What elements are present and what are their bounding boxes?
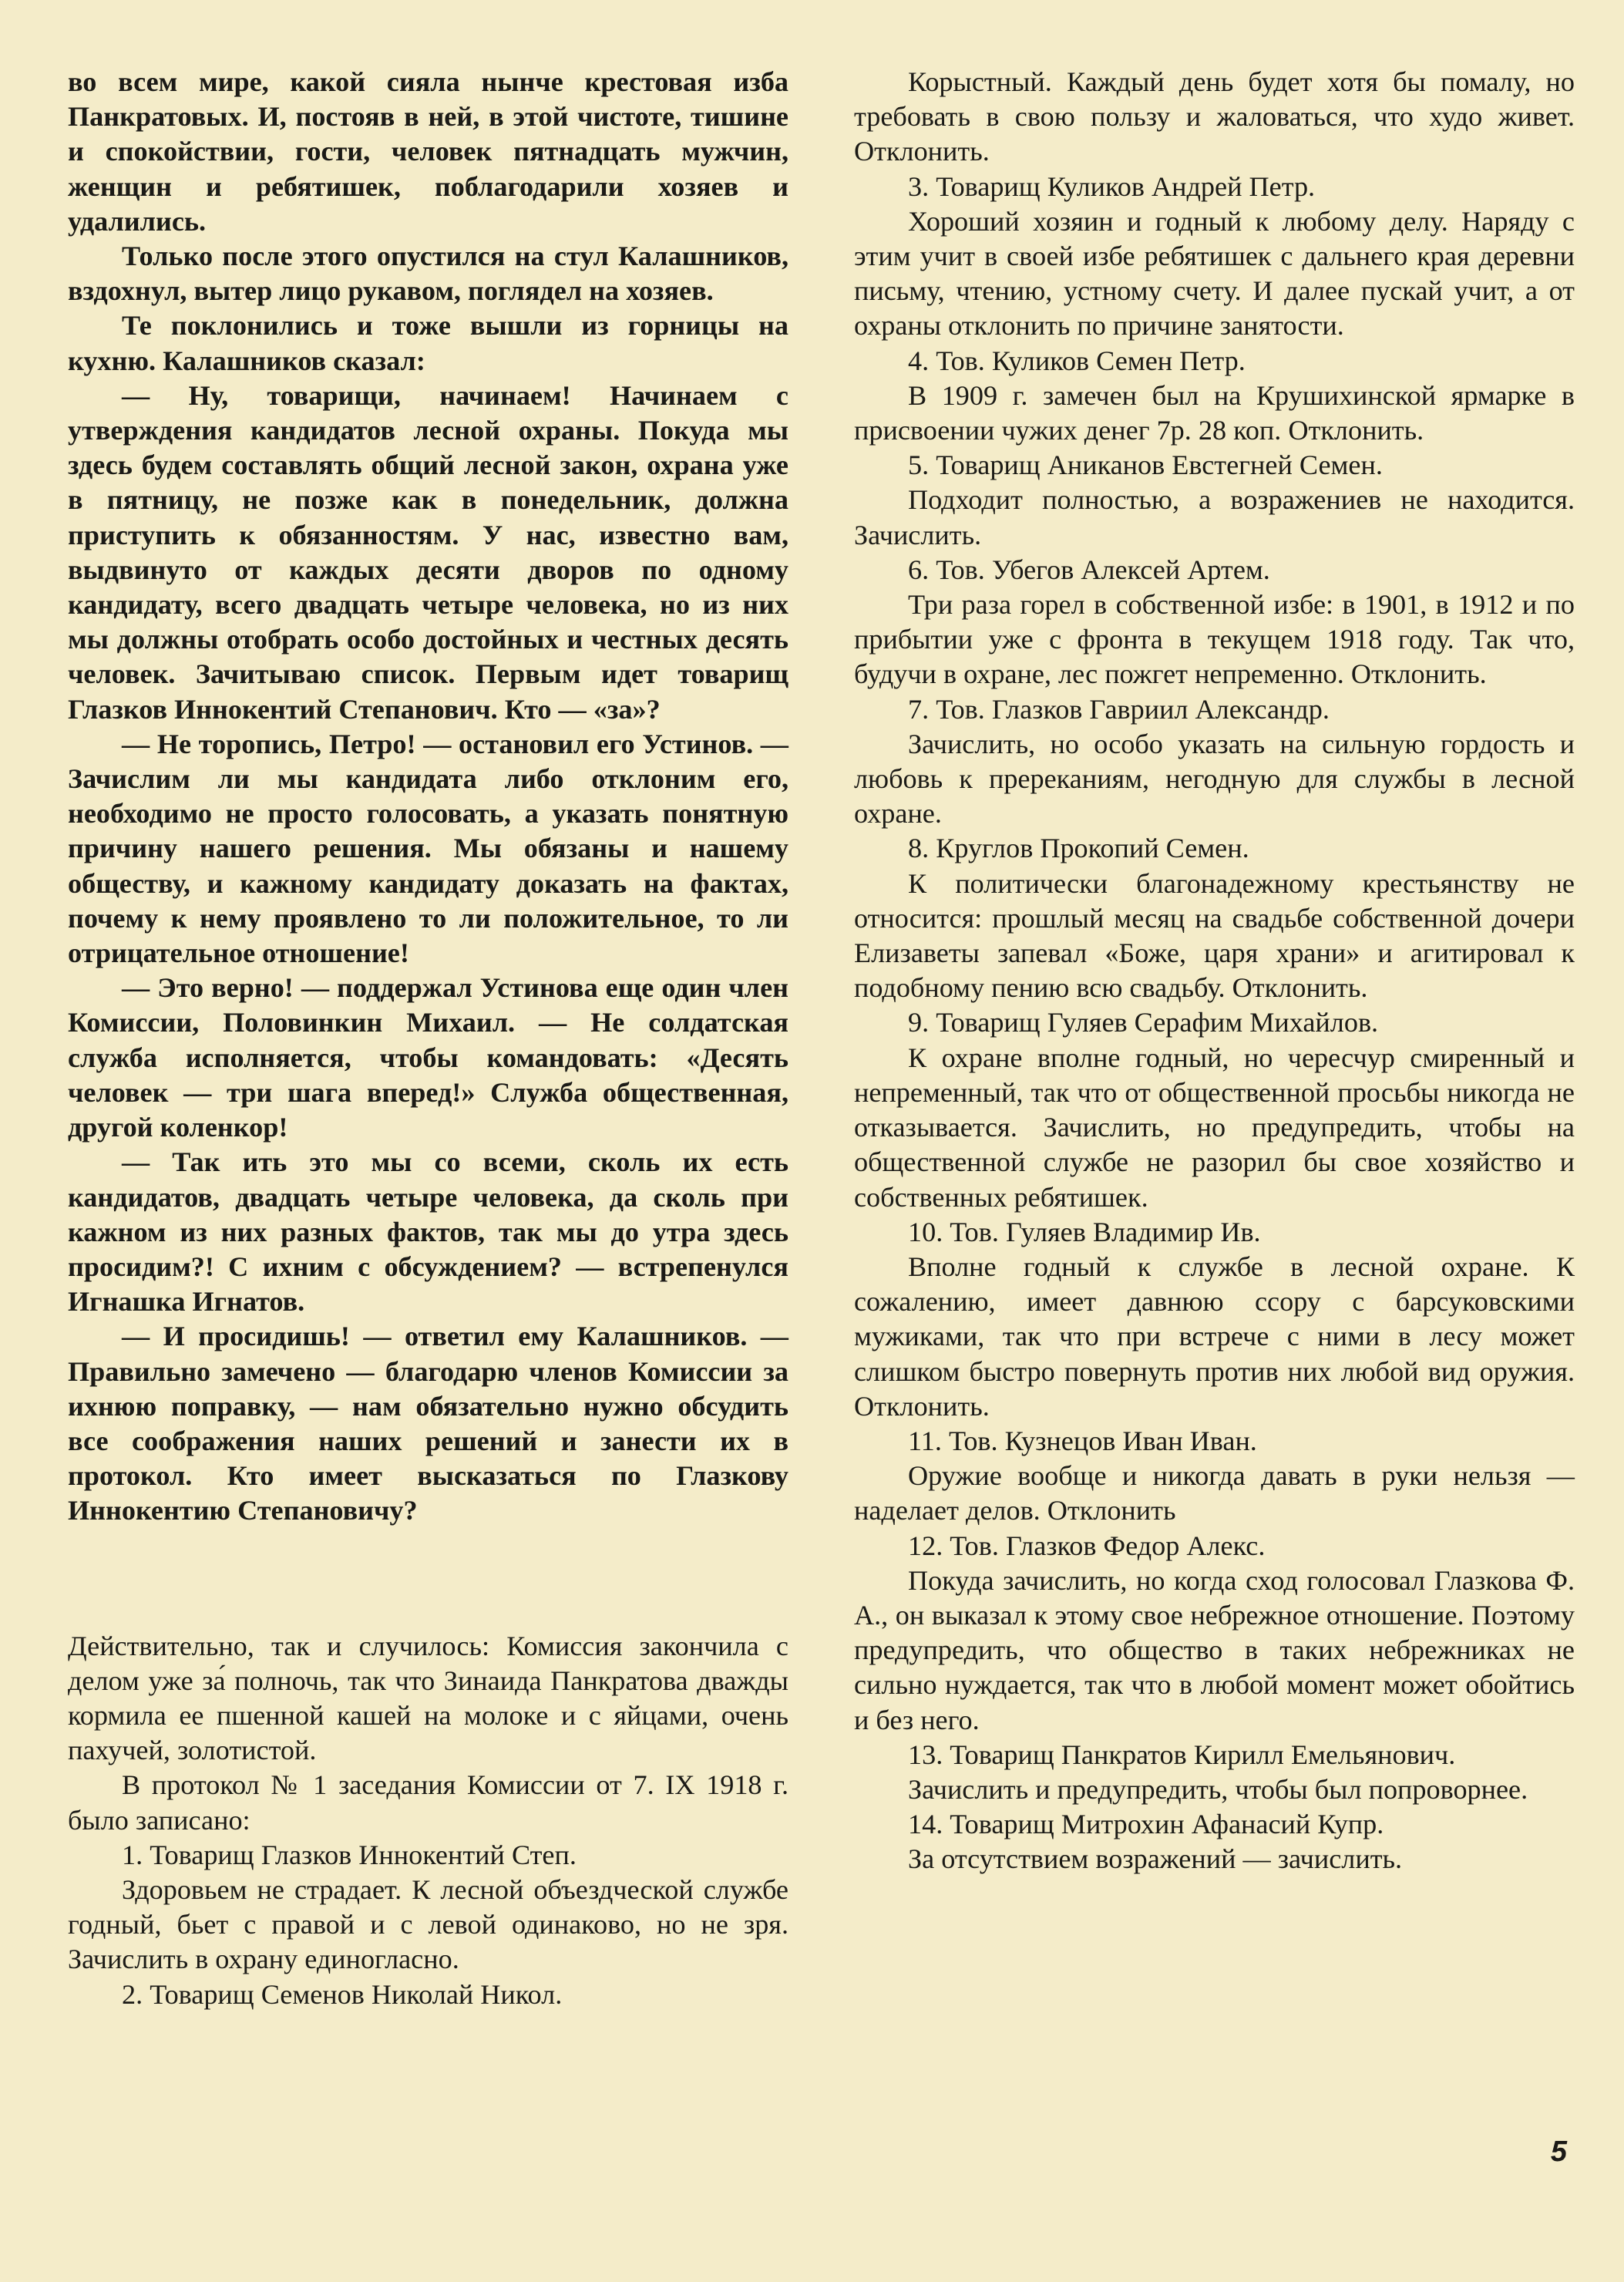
narrative-paragraph: Действительно, так и случилось: Комиссия закончила с делом уже за́ полночь, так что Зинаида Панкратова дважды кормила ее пшенной кашей на молоке и с яйцами, очень пахучей, золотистой. (68, 1630, 788, 1766)
protocol-entry-text: Покуда зачислить, но когда сход голосовал Глазкова Ф. А., он выказал к этому свое небрежное отношение. Поэтому предупредить, что общество в таких небрежниках не сильно нуждается, так что в любой момент может обойтись и без него. (854, 1564, 1575, 1735)
left-column (68, 65, 788, 2012)
protocol-entry-heading: 14. Товарищ Митрохин Афанасий Купр. (908, 1809, 1384, 1840)
protocol-entry-heading: 11. Тов. Кузнецов Иван Иван. (908, 1425, 1257, 1456)
protocol-entry-text: Подходит полностью, а возражениев не находится. Зачислить. (854, 484, 1575, 550)
section-break (68, 1529, 788, 1629)
narrative-paragraph: В протокол № 1 заседания Комиссии от 7. IX 1918 г. было записано: (68, 1769, 788, 1836)
protocol-entry-heading: 3. Товарищ Куликов Андрей Петр. (908, 170, 1316, 202)
protocol-entry-heading: 6. Тов. Убегов Алексей Артем. (908, 554, 1270, 585)
protocol-entry-heading: 9. Товарищ Гуляев Серафим Михайлов. (908, 1007, 1379, 1038)
protocol-entry-heading: 8. Круглов Прокопий Семен. (908, 833, 1249, 864)
protocol-entry-text: Вполне годный к службе в лесной охране. К сожалению, имеет давнюю ссору с барсуковскими мужиками, так что при встрече с ними в лесу может слишком быстро повернуть против них любой вид оружия. Отклонить. (854, 1250, 1575, 1422)
protocol-entry-heading: 4. Тов. Куликов Семен Петр. (908, 345, 1246, 376)
page-number: 5 (1550, 2136, 1567, 2168)
dialogue-paragraph: Те поклонились и тоже вышли из горницы на кухню. Калашников сказал: (68, 310, 788, 376)
protocol-entry-text: Оружие вообще и никогда давать в руки нельзя — наделает делов. Отклонить (854, 1460, 1575, 1526)
protocol-entry-text: За отсутствием возражений — зачислить. (908, 1843, 1403, 1875)
dialogue-paragraph: — Ну, товарищи, начинаем! Начинаем с утверждения кандидатов лесной охраны. Покуда мы здесь будем составлять общий лесной закон, охрана уже в пятницу, не позже как в понедельник, должна приступить к обязанностям. У нас, известно вам, выдвинуто от каждых десяти дворов по одному кандидату, всего двадцать четыре человека, но из них мы должны отобрать особо достойных и честных десять человек. Зачитываю список. Первым идет товарищ Глазков Иннокентий Степанович. Кто — «за»? (68, 379, 788, 725)
protocol-entry-text: К охране вполне годный, но чересчур смиренный и непременный, так что от общественной просьбы никогда не отказывается. Зачислить, но предупредить, чтобы на общественной службе не разорил бы свое хозяйство и собственных ребятишек. (854, 1042, 1575, 1213)
protocol-entry-heading: 13. Товарищ Панкратов Кирилл Емельянович. (908, 1738, 1456, 1770)
dialogue-paragraph: — И просидишь! — ответил ему Калашников. — Правильно замечено — благодарю членов Комиссии за ихнюю поправку, — нам обязательно нужно обсудить все соображения наших решений и занести их в протокол. Кто имеет высказаться по Глазкову Иннокентию Степановичу? (68, 1321, 788, 1526)
protocol-entry-heading: 12. Тов. Глазков Федор Алекс. (908, 1530, 1266, 1561)
protocol-entry-text: В 1909 г. замечен был на Крушихинской ярмарке в присвоении чужих денег 7р. 28 коп. Отклонить. (854, 379, 1575, 446)
right-column (854, 65, 1575, 2012)
dialogue-paragraph: Только после этого опустился на стул Калашников, вздохнул, вытер лицо рукавом, поглядел на хозяев. (68, 241, 788, 307)
protocol-entry-text: Три раза горел в собственной избе: в 1901, в 1912 и по прибытии уже с фронта в текущем 1918 году. Так что, будучи в охране, лес пожгет непременно. Отклонить. (854, 589, 1575, 690)
protocol-entry-text: Зачислить и предупредить, чтобы был попроворнее. (908, 1773, 1528, 1805)
protocol-entry-text: Корыстный. Каждый день будет хотя бы помалу, но требовать в свою пользу и жаловаться, что худо живет. Отклонить. (854, 66, 1575, 167)
protocol-entry-text: Зачислить, но особо указать на сильную гордость и любовь к пререканиям, негодную для службы в лесной охране. (854, 728, 1575, 830)
dialogue-paragraph: во всем мире, какой сияла нынче крестовая изба Панкратовых. И, постояв в ней, в этой чистоте, тишине и спокойствии, гости, человек пятнадцать мужчин, женщин и ребятишек, поблагодарили хозяев и удалились. (68, 66, 788, 237)
text-columns (68, 65, 1575, 2012)
protocol-entry-heading: 7. Тов. Глазков Гавриил Александр. (908, 693, 1330, 725)
protocol-entry-heading: 2. Товарищ Семенов Николай Никол. (122, 1978, 563, 2010)
dialogue-paragraph: — Не торопись, Петро! — остановил его Устинов. — Зачислим ли мы кандидата либо отклоним его, необходимо не просто голосовать, а указать понятную причину нашего решения. Мы обязаны и нашему обществу, и кажному кандидату доказать на фактах, почему к нему проявлено то ли положительное, то ли отрицательное отношение! (68, 728, 788, 969)
protocol-entry-text: Хороший хозяин и годный к любому делу. Наряду с этим учит в своей избе ребятишек с дальнего края деревни письму, чтению, устному счету. И далее пускай учит, а от охраны отклонить по причине занятости. (854, 205, 1575, 342)
protocol-entry-heading: 5. Товарищ Аниканов Евстегней Семен. (908, 449, 1383, 481)
protocol-entry-text: К политически благонадежному крестьянству не относится: прошлый месяц на свадьбе собственной дочери Елизаветы запевал «Боже, царя храни» и агитировал к подобному пению всю свадьбу. Отклонить. (854, 867, 1575, 1004)
dialogue-paragraph: — Это верно! — поддержал Устинова еще один член Комиссии, Половинкин Михаил. — Не солдатская служба исполняется, чтобы командовать: «Десять человек — три шага вперед!» Служба общественная, другой коленкор! (68, 972, 788, 1143)
protocol-entry-heading: 1. Товарищ Глазков Иннокентий Степ. (122, 1839, 577, 1870)
protocol-entry-text: Здоровьем не страдает. К лесной объездческой службе годный, бьет с правой и с левой одинаково, но не зря. Зачислить в охрану единогласно. (68, 1873, 788, 1975)
dialogue-paragraph: — Так ить это мы со всеми, сколь их есть кандидатов, двадцать четыре человека, да сколь при кажном из них разных фактов, так мы до утра здесь просидим?! С ихним с обсуждением? — встрепенулся Игнашка Игнатов. (68, 1146, 788, 1318)
protocol-entry-heading: 10. Тов. Гуляев Владимир Ив. (908, 1216, 1261, 1247)
